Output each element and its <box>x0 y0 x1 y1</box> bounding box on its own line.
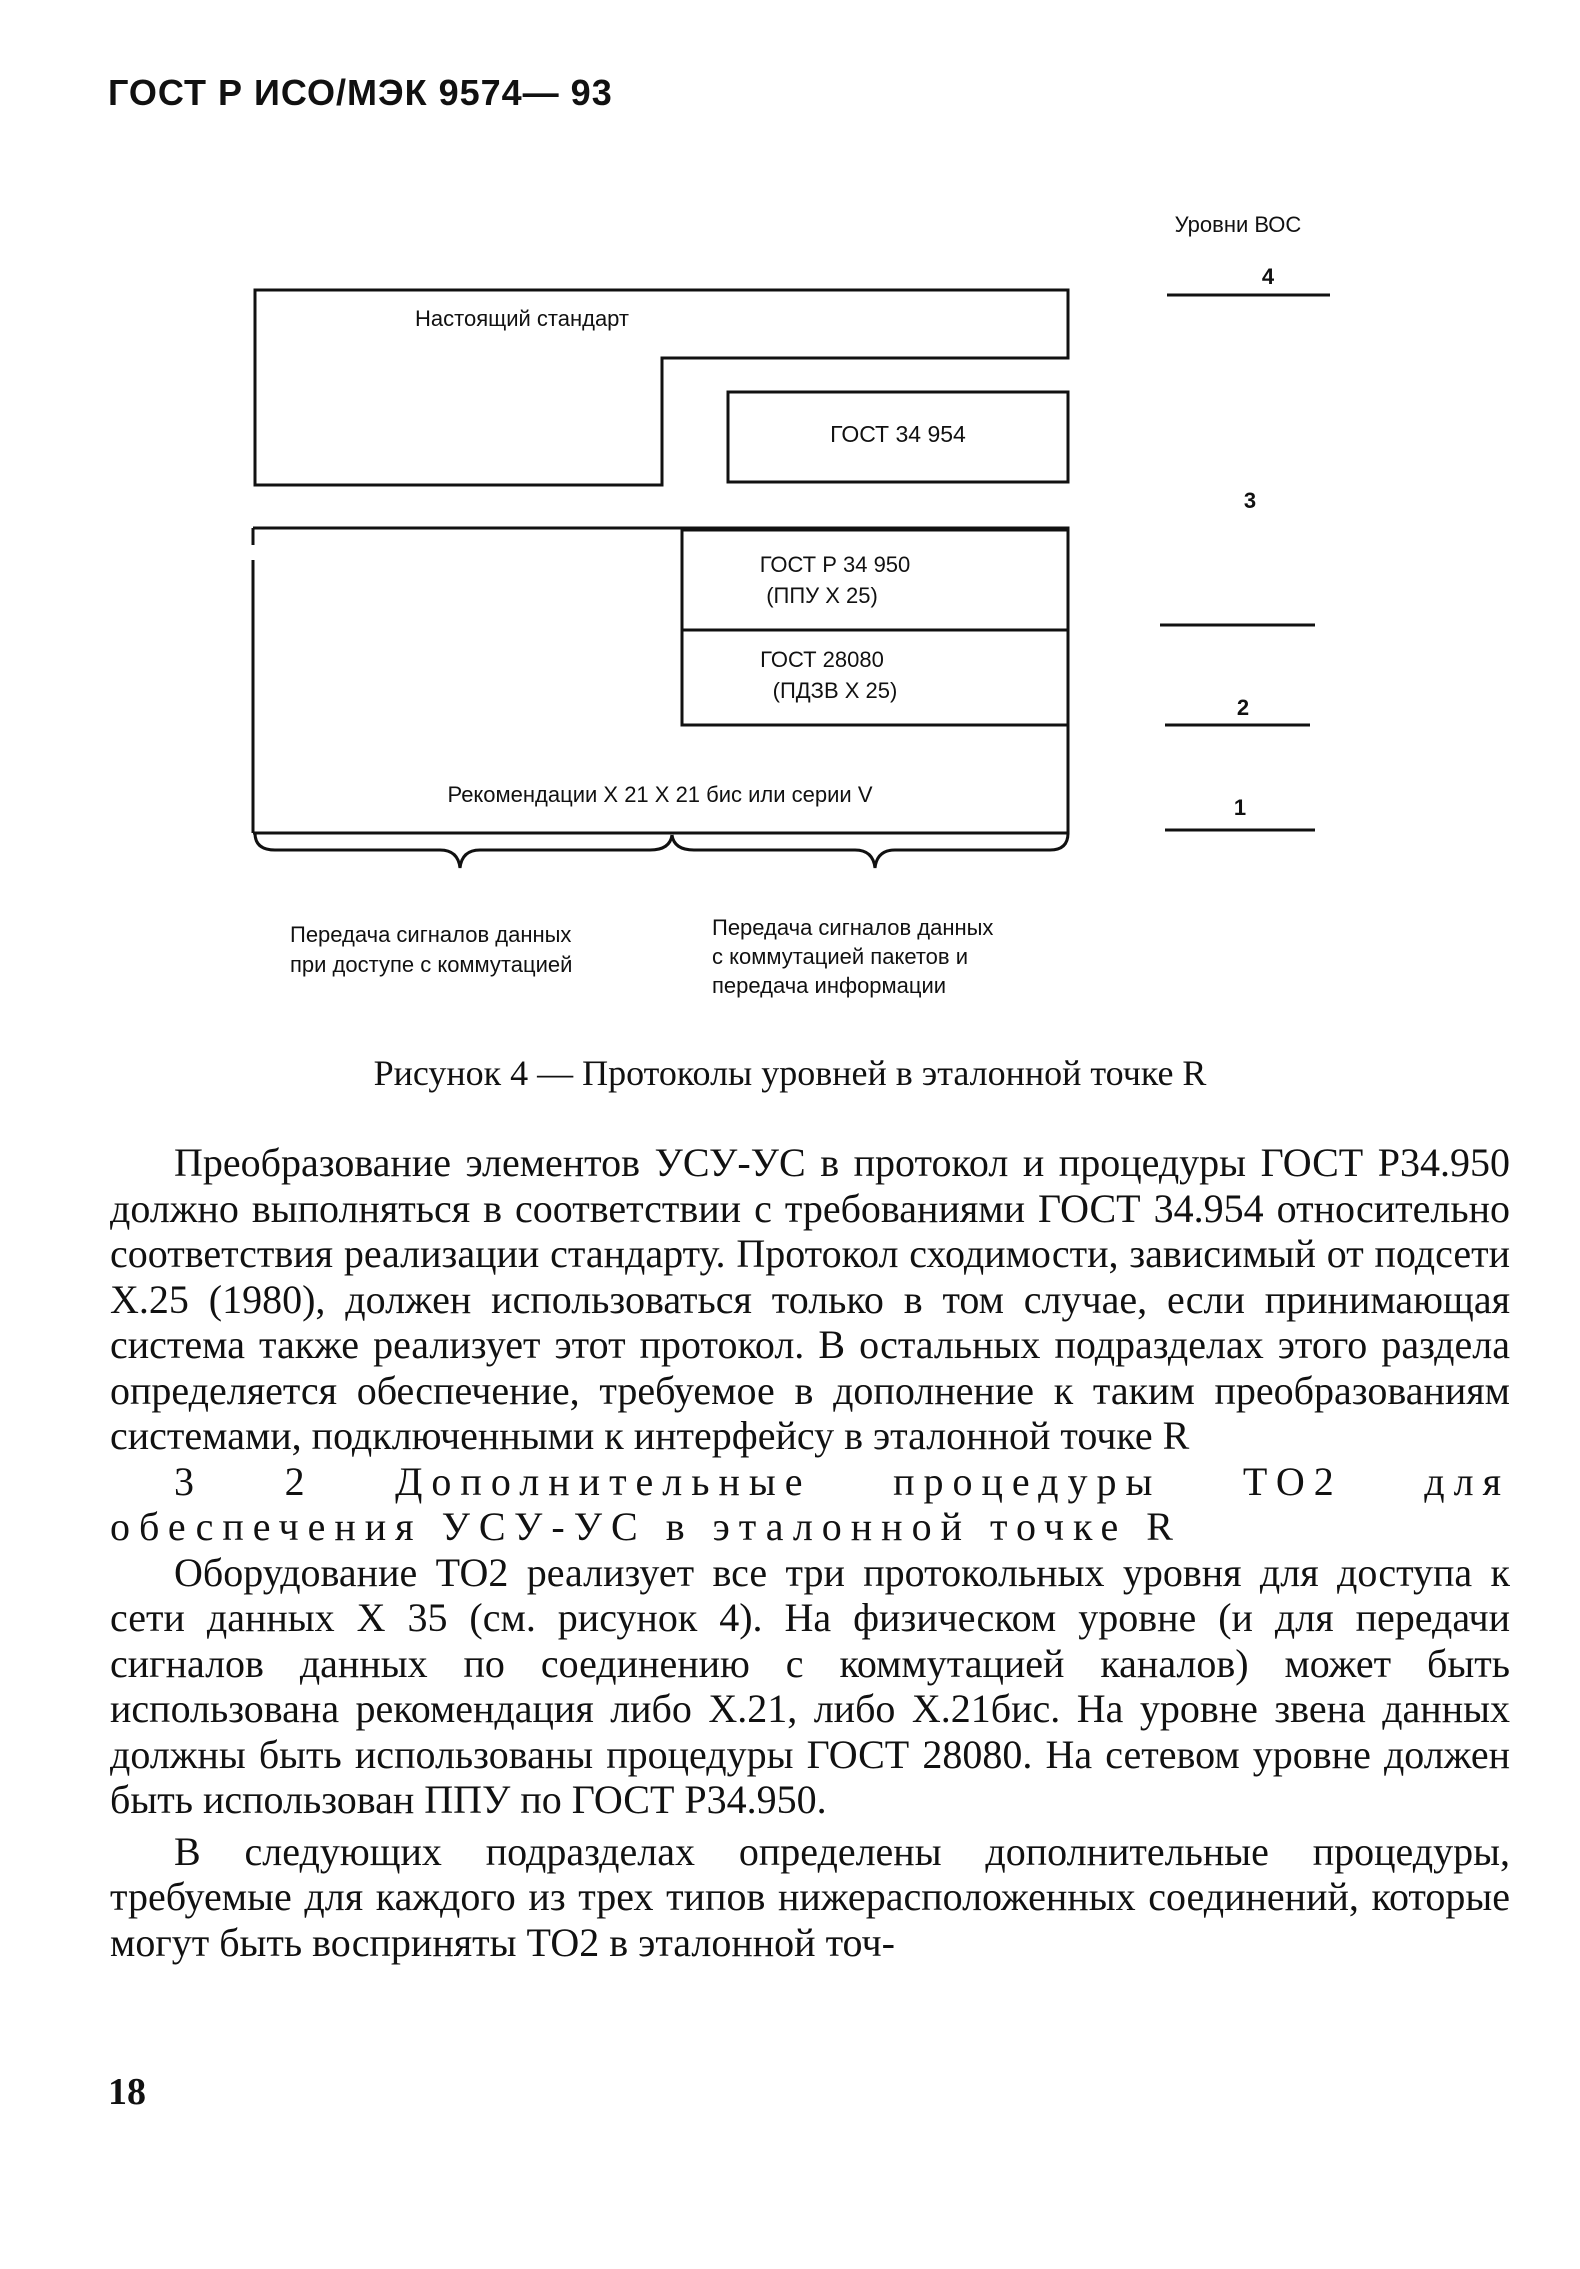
page-number: 18 <box>108 2071 146 2113</box>
right-note-line-1: Передача сигналов данных <box>712 915 994 940</box>
osi-levels-label: Уровни ВОС <box>1174 212 1302 237</box>
paragraph-1: Преобразование элементов УСУ-УС в протокол и процедуры ГОСТ Р34.950 должно выполняться в соответствии с требованиями ГОСТ 34.954 относительно соответствия реализации стандарту. Протокол сходимости, зависимый от подсети Х.25 (1980), должен использоваться только в том случае, если принимающая система также реализует этот протокол. В остальных подразделах этого раздела определяется обеспечение, требуемое в дополнение к таким преобразованиям системами, подключенными к интерфейсу в эталонной точке R <box>110 1140 1510 1458</box>
this-standard-label: Настоящий стандарт <box>415 306 630 331</box>
right-note-line-2: с коммутацией пакетов и <box>712 944 968 969</box>
recommendations-label: Рекомендации Х 21 Х 21 бис или серии V <box>447 782 873 807</box>
gost-r34950-label-1: ГОСТ Р 34 950 <box>759 552 911 577</box>
gost-34954-label: ГОСТ 34 954 <box>830 421 966 447</box>
level-1-label: 1 <box>1233 795 1247 820</box>
figure-caption: Рисунок 4 — Протоколы уровней в эталонной точке R <box>373 1053 1207 1093</box>
paragraph-3: Оборудование ТО2 реализует все три протокольных уровня для доступа к сети данных Х 35 (см. рисунок 4). На физическом уровне (и для передачи сигналов данных по соединению с коммутацией каналов) может быть использована рекомендация либо Х.21, либо Х.21бис. На уровне звена данных должны быть использованы процедуры ГОСТ 28080. На сетевом уровне должен быть использован ППУ по ГОСТ Р34.950. <box>110 1549 1510 1822</box>
level-4-label: 4 <box>1261 264 1275 289</box>
left-brace <box>255 833 672 868</box>
section-heading-3-2: 3 2 Дополнительные процедуры ТО2 для обеспечения УСУ-УС в эталонной точке R <box>110 1458 1510 1549</box>
this-standard-box <box>255 290 1068 485</box>
left-note-line-2: при доступе с коммутацией <box>290 952 573 977</box>
left-note-line-1: Передача сигналов данных <box>290 922 572 947</box>
figure-diagram <box>0 0 1580 1130</box>
body-text <box>110 1140 1510 1965</box>
gost-28080-label-2: (ПДЗВ Х 25) <box>772 678 898 703</box>
level-3-label: 3 <box>1243 488 1257 513</box>
paragraph-4: В следующих подразделах определены дополнительные процедуры, требуемые для каждого из трех типов нижерасположенных соединений, которые могут быть восприняты ТО2 в эталонной точ- <box>110 1828 1510 1965</box>
right-note-line-3: передача информации <box>712 973 947 998</box>
protocol-levels-figure <box>0 0 1580 1130</box>
document-header: ГОСТ Р ИСО/МЭК 9574— 93 <box>108 72 613 113</box>
gost-28080-label-1: ГОСТ 28080 <box>760 647 884 672</box>
gost-r34950-label-2: (ППУ Х 25) <box>766 583 878 608</box>
right-brace <box>672 833 1068 868</box>
gost-r34950-box <box>682 530 1068 630</box>
level-2-label: 2 <box>1236 695 1250 720</box>
